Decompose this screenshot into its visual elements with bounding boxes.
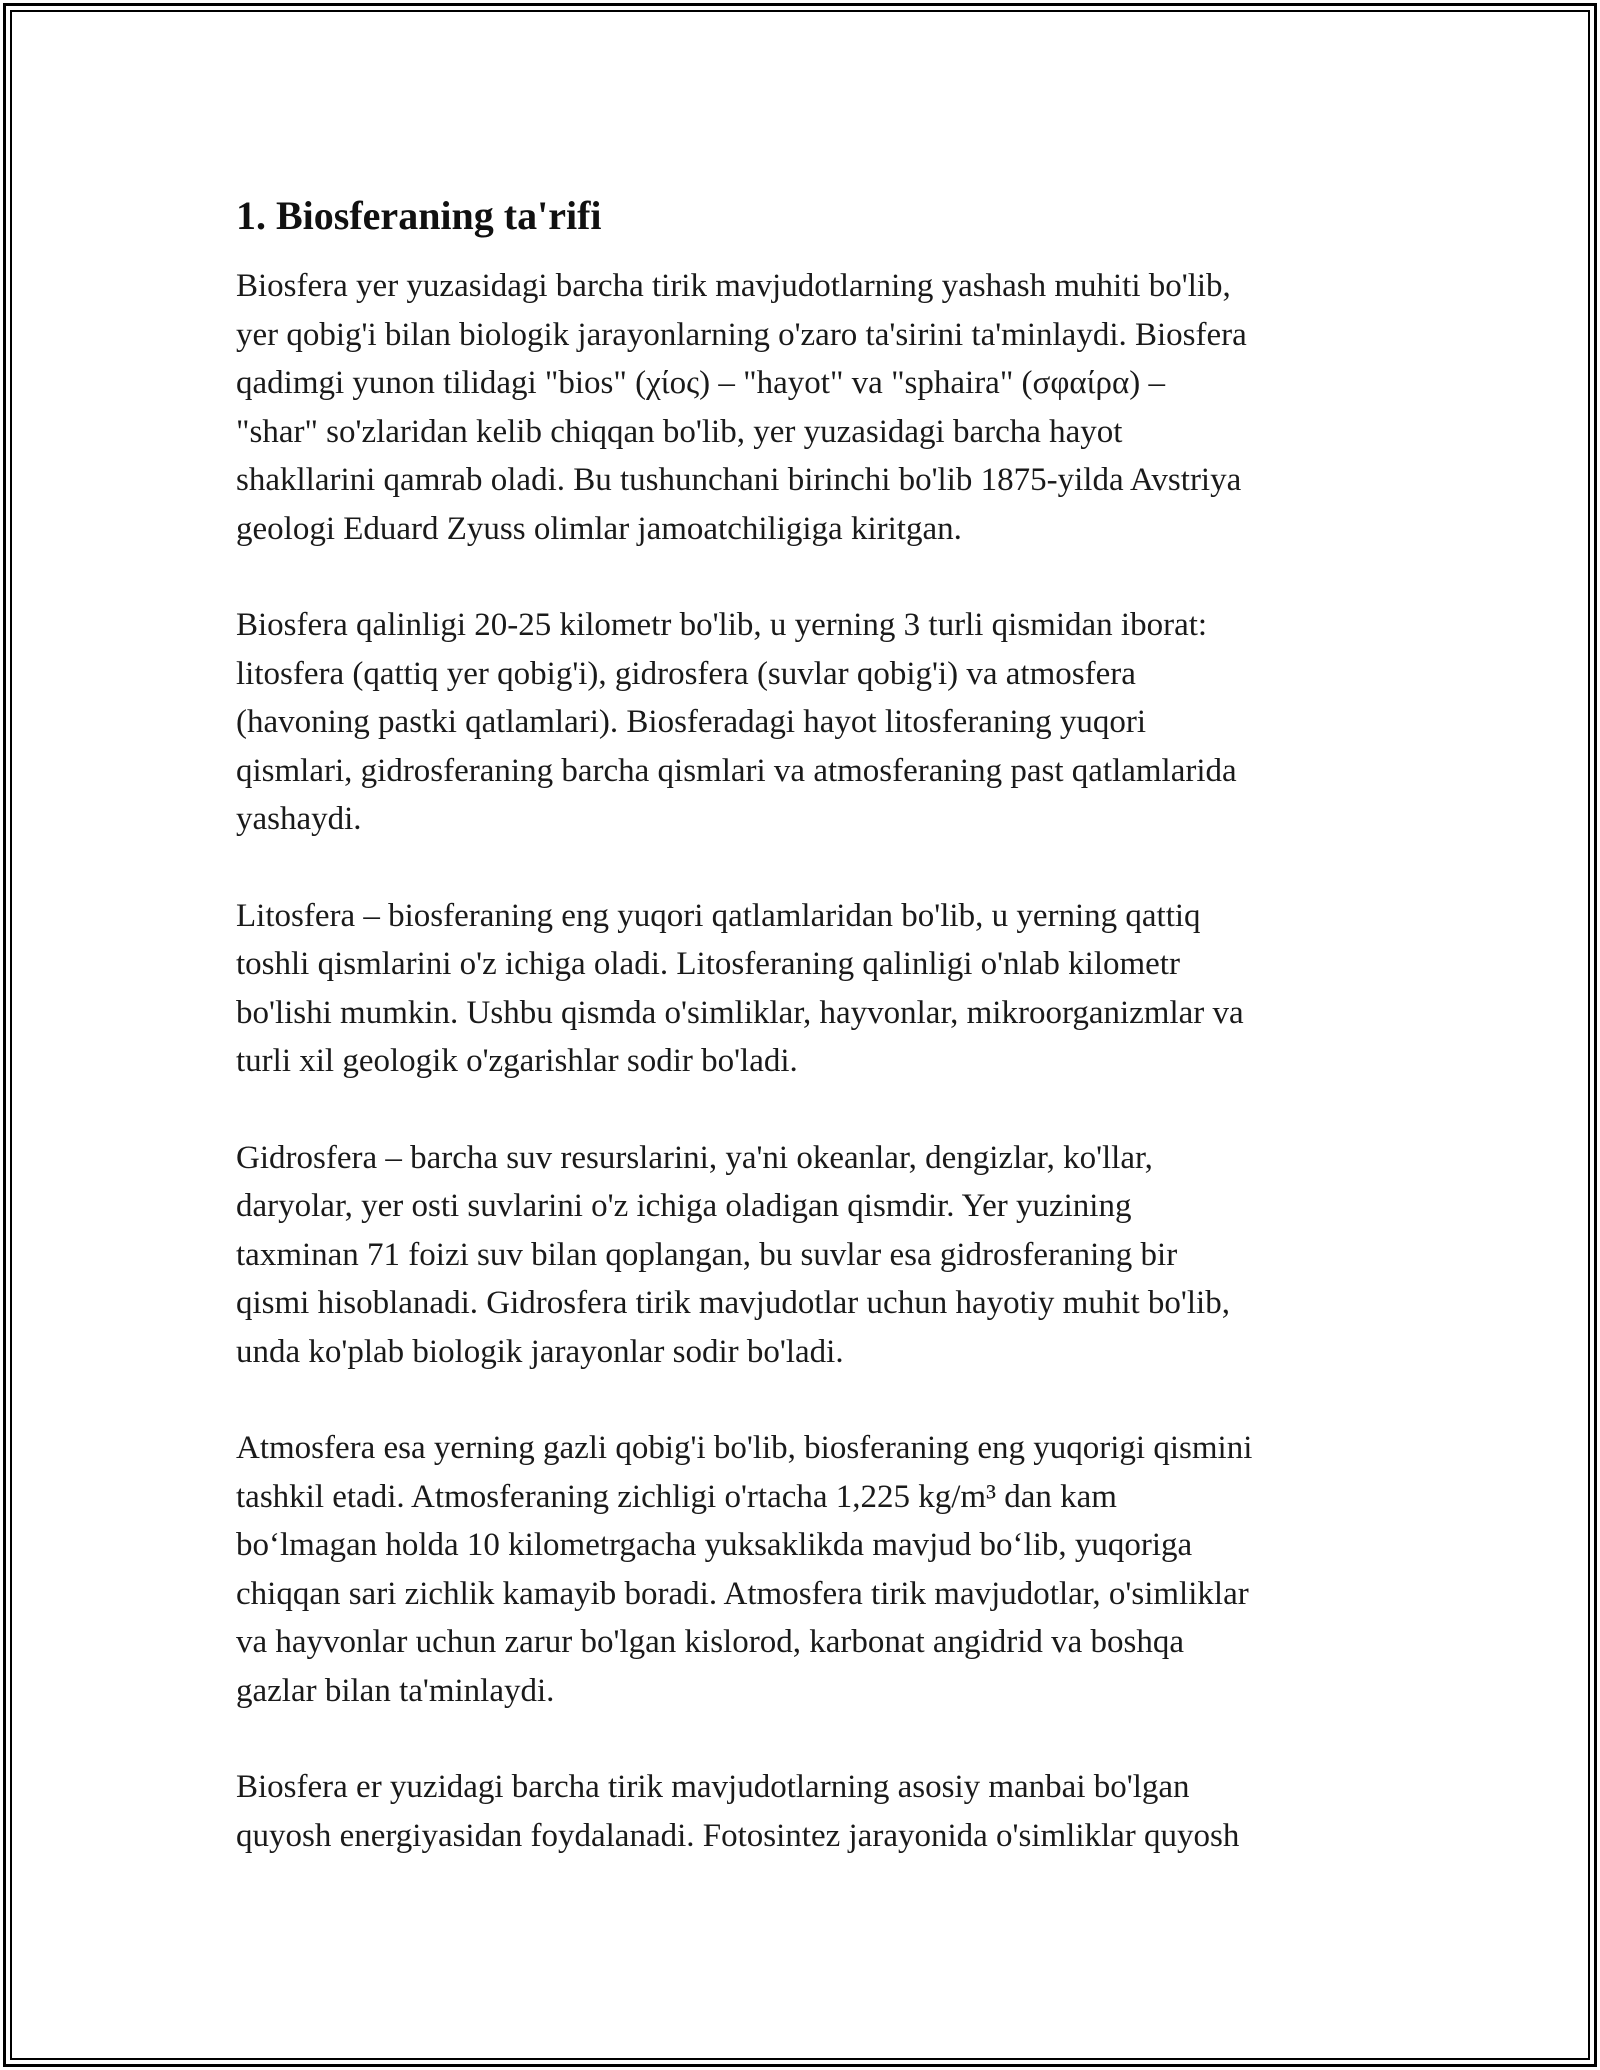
text-line: yer qobig'i bilan biologik jarayonlarning o'zaro ta'sirini ta'minlaydi. Biosfera (236, 316, 1247, 353)
text-line: toshli qismlarini o'z ichiga oladi. Litosferaning qalinligi o'nlab kilometr (236, 946, 1180, 982)
text-line: Biosfera yer yuzasidagi barcha tirik mavjudotlarning yashash muhiti bo'lib, (236, 268, 1231, 304)
text-line: Gidrosfera – barcha suv resurslarini, ya'ni okeanlar, dengizlar, ko'llar, (236, 1139, 1153, 1176)
text-line: Litosfera – biosferaning eng yuqori qatlamlaridan bo'lib, u yerning qattiq (236, 897, 1201, 934)
text-line: tashkil etadi. Atmosferaning zichligi o'rtacha 1,225 kg/m³ dan kam (236, 1478, 1117, 1515)
text-line: chiqqan sari zichlik kamayib boradi. Atmosfera tirik mavjudotlar, o'simliklar (236, 1575, 1249, 1612)
text-line: litosfera (qattiq yer qobig'i), gidrosfera (suvlar qobig'i) va atmosfera (236, 655, 1136, 692)
paragraph (236, 1134, 1376, 1377)
paragraph-list (236, 262, 1376, 1860)
paragraph (236, 1424, 1376, 1715)
text-line: bo‘lmagan holda 10 kilometrgacha yuksaklikda mavjud bo‘lib, yuqoriga (236, 1527, 1193, 1563)
text-line: (havoning pastki qatlamlari). Biosferadagi hayot litosferaning yuqori (236, 704, 1147, 740)
text-line: Biosfera er yuzidagi barcha tirik mavjudotlarning asosiy manbai bo'lgan (236, 1769, 1190, 1805)
section-heading: 1. Biosferaning ta'rifi (236, 193, 602, 238)
text-line: daryolar, yer osti suvlarini o'z ichiga oladigan qismdir. Yer yuzining (236, 1188, 1132, 1224)
text-line: Atmosfera esa yerning gazli qobig'i bo'lib, biosferaning eng yuqorigi qismini (236, 1430, 1253, 1466)
text-line: turli xil geologik o'zgarishlar sodir bo'ladi. (236, 1043, 798, 1079)
text-line: taxminan 71 foizi suv bilan qoplangan, bu suvlar esa gidrosferaning bir (236, 1236, 1178, 1273)
document-body (236, 188, 1376, 1860)
text-line: qadimgi yunon tilidagi "bios" (χίος) – "hayot" va "sphaira" (σφαίρα) – (236, 365, 1166, 401)
text-line: Biosfera qalinligi 20-25 kilometr bo'lib, u yerning 3 turli qismidan iborat: (236, 607, 1208, 643)
text-line: "shar" so'zlaridan kelib chiqqan bo'lib, yer yuzasidagi barcha hayot (236, 413, 1123, 450)
paragraph (236, 892, 1376, 1086)
paragraph (236, 1763, 1376, 1860)
text-line: gazlar bilan ta'minlaydi. (236, 1672, 555, 1709)
text-line: yashaydi. (236, 801, 362, 837)
text-line: geologi Eduard Zyuss olimlar jamoatchiligiga kiritgan. (236, 510, 962, 547)
text-line: bo'lishi mumkin. Ushbu qismda o'simliklar, hayvonlar, mikroorganizmlar va (236, 994, 1244, 1031)
text-line: qismlari, gidrosferaning barcha qismlari va atmosferaning past qatlamlarida (236, 752, 1237, 789)
text-line: shakllarini qamrab oladi. Bu tushunchani birinchi bo'lib 1875-yilda Avstriya (236, 462, 1242, 498)
text-line: quyosh energiyasidan foydalanadi. Fotosintez jarayonida o'simliklar quyosh (236, 1817, 1240, 1854)
paragraph (236, 262, 1376, 553)
paragraph (236, 601, 1376, 844)
text-line: va hayvonlar uchun zarur bo'lgan kislorod, karbonat angidrid va boshqa (236, 1624, 1185, 1660)
text-line: qismi hisoblanadi. Gidrosfera tirik mavjudotlar uchun hayotiy muhit bo'lib, (236, 1285, 1230, 1321)
text-line: unda ko'plab biologik jarayonlar sodir bo'ladi. (236, 1333, 844, 1370)
